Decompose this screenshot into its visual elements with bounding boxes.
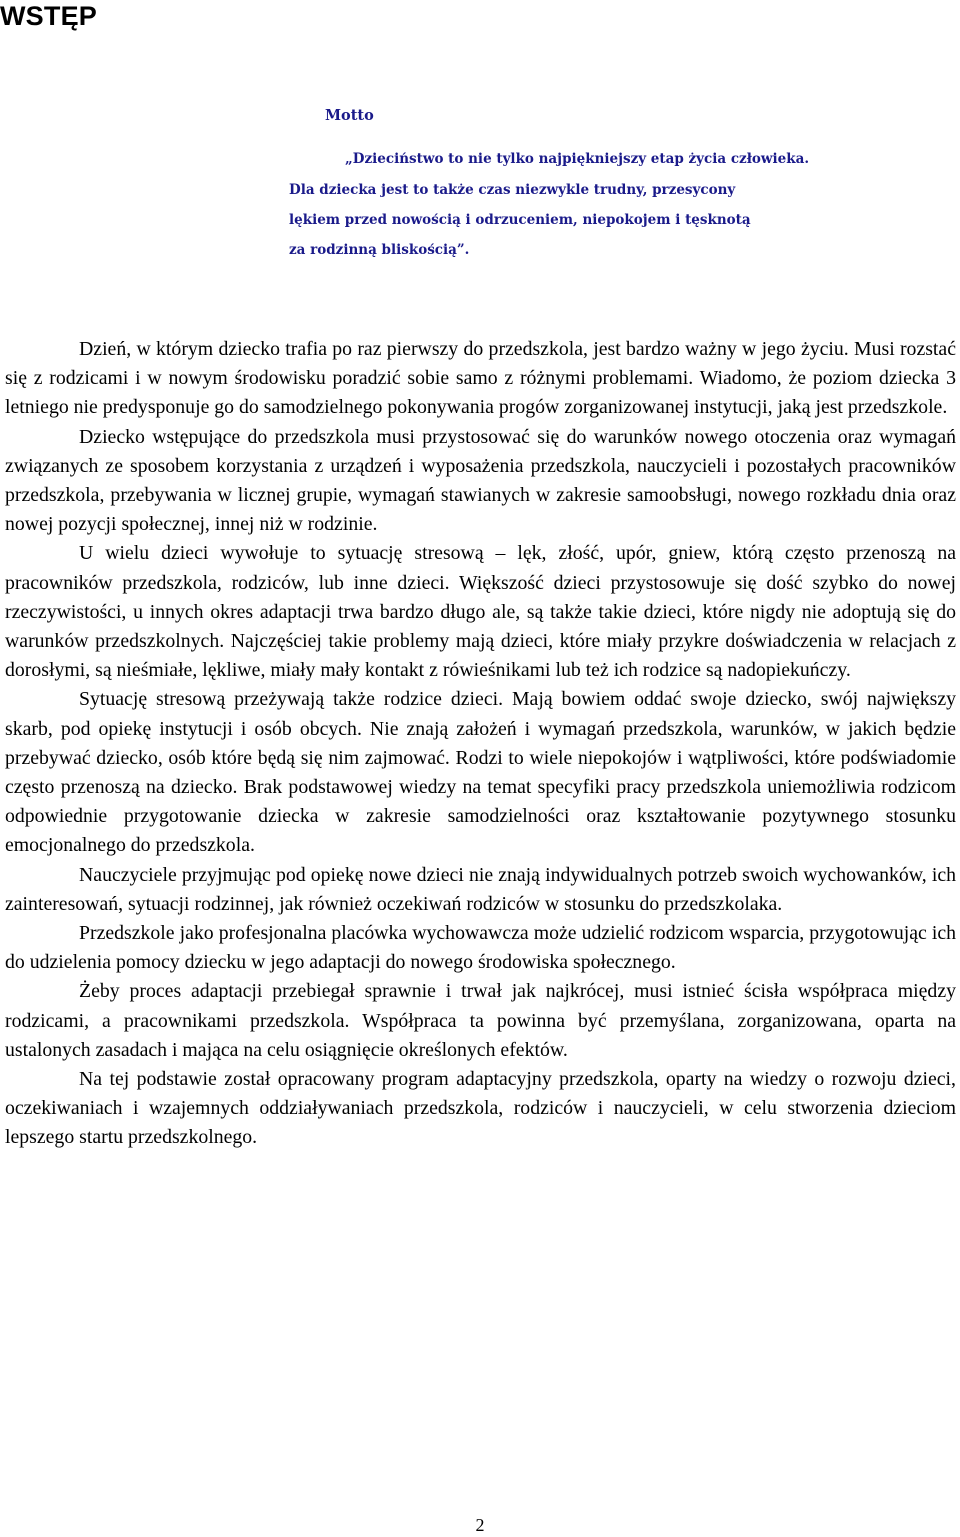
paragraph: U wielu dzieci wywołuje to sytuację stresową – lęk, złość, upór, gniew, którą często przenoszą na pracowników przedszkola, rodziców, lub inne dzieci. Większość dzieci przystosowuje się dość szybko do nowej rzeczywistości, u innych okres adaptacji trwa bardzo długo ale, są także takie dzieci, które nigdy nie adoptują się do warunków przedszkolnych. Najczęściej takie problemy mają dzieci, które miały przykre doświadczenia w relacjach z dorosłymi, są nieśmiałe, lękliwe, miały mały kontakt z rówieśnikami lub też ich rodzice są nadopiekuńczy. [5, 542, 956, 682]
paragraph: Sytuację stresową przeżywają także rodzice dzieci. Mają bowiem oddać swoje dziecko, swój największy skarb, pod opiekę instytucji i osób obcych. Nie znają założeń i wymagań przedszkola, warunków, w jakich będzie przebywać dziecko, osób które będą się nim zajmować. Rodzi to wiele niepokojów i wątpliwości, które podświadomie często przenoszą na dziecko. Brak podstawowej wiedzy na temat specyfiki pracy przedszkola uniemożliwia rodzicom odpowiednie przygotowanie dziecka w zakresie samodzielności oraz kształtowanie pozytywnego stosunku emocjonalnego do przedszkola. [5, 688, 956, 857]
motto-line: za rodzinną bliskością”. [289, 242, 470, 258]
paragraph: Dziecko wstępujące do przedszkola musi przystosować się do warunków nowego otoczenia oraz wymagań związanych ze sposobem korzystania z urządzeń i wyposażenia przedszkola, nauczycieli i pozostałych pracowników przedszkola, przebywania w licznej grupie, wymagań stawianych w zakresie samoobsługi, nowego rozkładu dnia oraz nowej pozycji społecznej, innej niż w rodzinie. [5, 425, 956, 536]
paragraph: Żeby proces adaptacji przebiegał sprawnie i trwał jak najkrócej, musi istnieć ścisła współpraca między rodzicami, a pracownikami przedszkola. Współpraca ta powinna być przemyślana, zorganizowana, oparta na ustalonych zasadach i mająca na celu osiągnięcie określonych efektów. [5, 980, 956, 1061]
paragraph: Nauczyciele przyjmując pod opiekę nowe dzieci nie znają indywidualnych potrzeb swoich wychowanków, ich zainteresowań, sytuacji rodzinnej, jak również oczekiwań rodziców w stosunku do przedszkolaka. [5, 863, 956, 915]
page-heading: WSTĘP [0, 1, 98, 31]
paragraph: Dzień, w którym dziecko trafia po raz pierwszy do przedszkola, jest bardzo ważny w jego życiu. Musi rozstać się z rodzicami i w nowym środowisku poradzić sobie samo z różnymi problemami. Wiadomo, że poziom dziecka 3 letniego nie predysponuje go do samodzielnego pokonywania progów zorganizowanej instytucji, jaką jest przedszkole. [5, 338, 956, 419]
paragraph: Przedszkole jako profesjonalna placówka wychowawcza może udzielić rodzicom wsparcia, przygotowując ich do udzielenia pomocy dziecku w jego adaptacji do nowego środowiska społecznego. [5, 922, 956, 974]
paragraph: Na tej podstawie został opracowany program adaptacyjny przedszkola, oparty na wiedzy o rozwoju dzieci, oczekiwaniach i wzajemnych oddziaływaniach przedszkola, rodziców i nauczycieli, w celu stworzenia dzieciom lepszego startu przedszkolnego. [5, 1068, 956, 1149]
motto-line: lękiem przed nowością i odrzuceniem, niepokojem i tęsknotą [289, 212, 751, 228]
page-number: 2 [475, 1515, 485, 1535]
motto-label: Motto [325, 107, 374, 124]
body-text [5, 335, 956, 1153]
motto-line: „Dzieciństwo to nie tylko najpiękniejszy etap życia człowieka. [345, 151, 810, 167]
motto-line: Dla dziecka jest to także czas niezwykle trudny, przesycony [289, 182, 736, 198]
